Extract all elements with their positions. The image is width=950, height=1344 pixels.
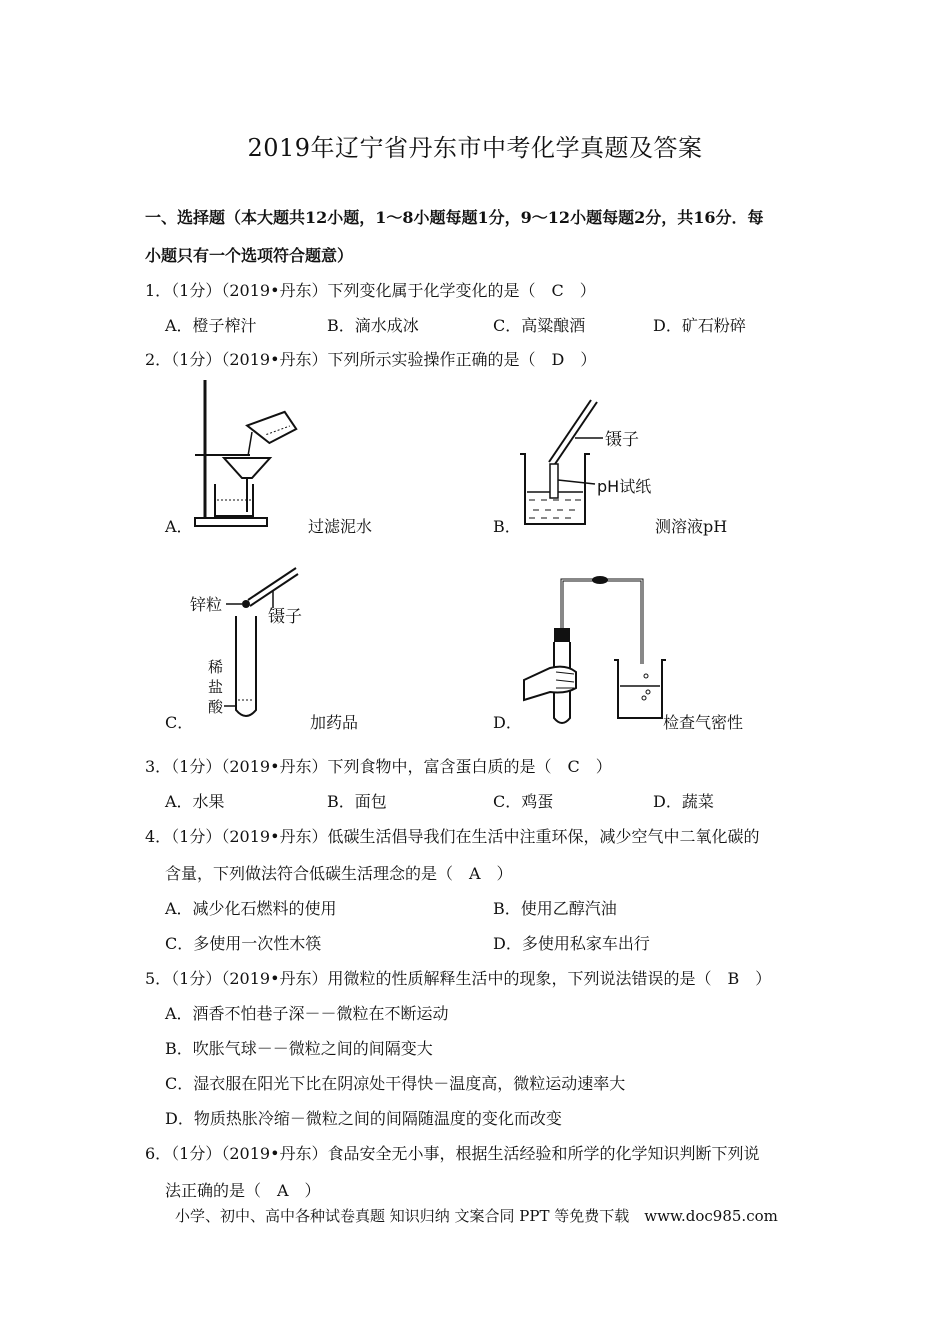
q3-option-a: A．水果: [165, 792, 225, 811]
q3-option-b: B．面包: [327, 792, 387, 811]
q2-option-d-caption: 检查气密性: [663, 713, 744, 732]
q5-option-c: C．湿衣服在阳光下比在阴凉处干得快－温度高，微粒运动速率大: [165, 1074, 626, 1093]
q4-stem-line1: 4．（1分）（2019•丹东）低碳生活倡导我们在生活中注重环保，减少空气中二氧化碳的: [145, 827, 760, 846]
q5-stem: 5．（1分）（2019•丹东）用微粒的性质解释生活中的现象，下列说法错误的是（ B ）: [145, 969, 772, 988]
q2-option-d-letter: D．: [493, 713, 522, 732]
tweezers-label-2: 镊子: [268, 607, 302, 627]
page-footer: 小学、初中、高中各种试卷真题 知识归纳 文案合同 PPT 等免费下载 www.doc985.com: [175, 1207, 778, 1225]
q2-option-c-letter: C．: [165, 713, 194, 732]
q2-option-b-letter: B．: [493, 517, 521, 536]
q1-option-a: A．橙子榨汁: [165, 316, 257, 335]
q2-option-a-caption: 过滤泥水: [308, 517, 373, 536]
tweezers-label: 镊子: [605, 430, 639, 450]
q1-stem: 1．（1分）（2019•丹东）下列变化属于化学变化的是（ C ）: [145, 281, 596, 300]
q4-stem-line2: 含量，下列做法符合低碳生活理念的是（ A ）: [165, 864, 513, 883]
zinc-label: 锌粒: [190, 595, 223, 614]
acid-label-2: 盐: [208, 678, 224, 696]
q2-option-c-caption: 加药品: [310, 713, 359, 732]
q6-stem-line1: 6．（1分）（2019•丹东）食品安全无小事，根据生活经验和所学的化学知识判断下列说: [145, 1144, 760, 1163]
q4-option-a: A．减少化石燃料的使用: [165, 899, 337, 918]
acid-label-1: 稀: [208, 658, 224, 676]
q3-option-d: D．蔬菜: [653, 792, 714, 811]
q4-option-b: B．使用乙醇汽油: [493, 899, 617, 918]
filtration-apparatus-figure: [190, 380, 340, 530]
q2-option-b-caption: 测溶液pH: [655, 517, 728, 536]
acid-label-3: 酸: [208, 698, 224, 716]
section-heading-line1: 一、选择题（本大题共12小题，1～8小题每题1分，9～12小题每题2分，共16分．每: [145, 208, 764, 227]
q2-stem: 2．（1分）（2019•丹东）下列所示实验操作正确的是（ D ）: [145, 350, 597, 369]
q2-option-a-letter: A．: [165, 517, 193, 536]
airtightness-check-figure: [520, 568, 670, 728]
q5-option-a: A．酒香不怕巷子深－－微粒在不断运动: [165, 1004, 449, 1023]
q1-option-b: B．滴水成冰: [327, 316, 419, 335]
page-title: 2019年辽宁省丹东市中考化学真题及答案: [247, 134, 703, 162]
ph-test-figure: [515, 392, 665, 532]
q4-option-c: C．多使用一次性木筷: [165, 934, 322, 953]
q4-option-d: D．多使用私家车出行: [493, 934, 650, 953]
q5-option-d: D．物质热胀冷缩－微粒之间的间隔随温度的变化而改变: [165, 1109, 562, 1128]
q3-option-c: C．鸡蛋: [493, 792, 554, 811]
q1-option-d: D．矿石粉碎: [653, 316, 746, 335]
q3-stem: 3．（1分）（2019•丹东）下列食物中，富含蛋白质的是（ C ）: [145, 757, 612, 776]
q1-option-c: C．高粱酿酒: [493, 316, 586, 335]
ph-paper-label: pH试纸: [597, 477, 652, 496]
add-reagent-figure: [188, 560, 318, 725]
q5-option-b: B．吹胀气球－－微粒之间的间隔变大: [165, 1039, 433, 1058]
section-heading-line2: 小题只有一个选项符合题意）: [145, 246, 354, 265]
q6-stem-line2: 法正确的是（ A ）: [165, 1181, 321, 1200]
